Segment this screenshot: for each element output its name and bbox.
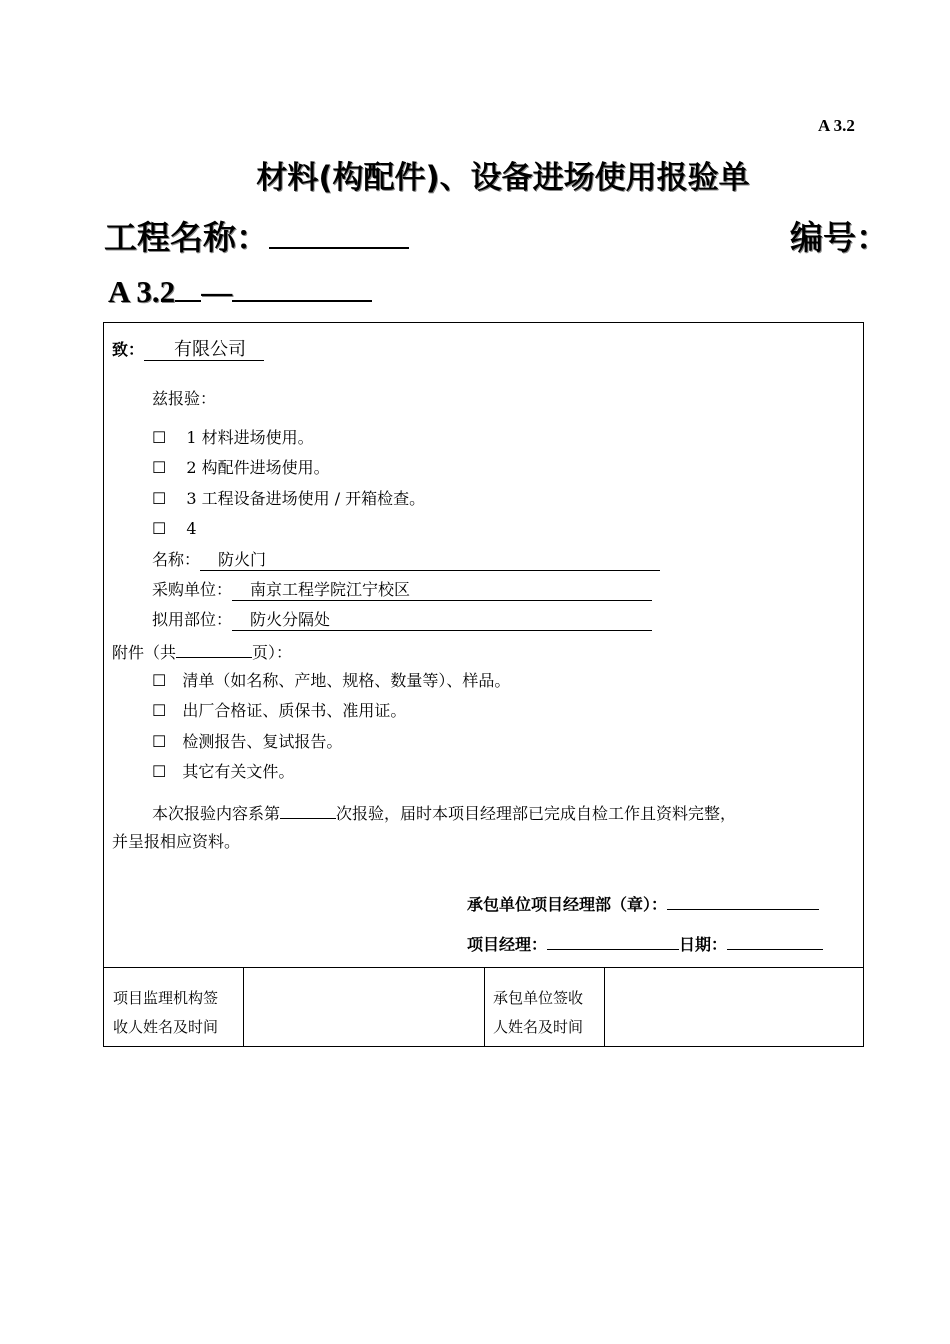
serial-prefix: A 3.2 [108,273,176,309]
project-name-row [104,212,409,259]
to-row [112,340,264,361]
date-label: 日期： [679,935,728,954]
dept-sign-row [467,893,819,915]
statement-part3: 并呈报相应资料。 [112,832,241,851]
attachments-label-suffix: 页）： [252,643,293,662]
attachment-row[interactable] [152,762,294,782]
purchaser-field[interactable]: 南京工程学院江宁校区 [232,580,652,601]
name-field[interactable]: 防火门 [200,550,660,571]
location-row [152,610,652,631]
option-row[interactable] [152,428,314,448]
option-row[interactable] [152,458,330,478]
supervisor-sign-cell[interactable] [244,968,483,1046]
manager-label: 项目经理： [467,935,548,954]
attachment-row[interactable] [152,701,406,721]
option-label: 1 材料进场使用。 [186,428,314,447]
checkbox-icon[interactable]: ☐ [152,458,167,477]
statement-line-1 [152,802,736,824]
option-label: 2 构配件进场使用。 [186,458,330,477]
checkbox-icon[interactable]: ☐ [152,489,167,508]
purchaser-row [152,580,652,601]
option-label: 3 工程设备进场使用 / 开箱检查。 [186,489,426,508]
form-code: A 3.2 [818,116,855,135]
contractor-label-line2: 人姓名及时间 [493,1018,584,1036]
serial-dash: — [201,273,233,309]
option-label: 4 [186,519,197,538]
attachment-row[interactable] [152,671,510,691]
report-intro: 兹报验： [152,389,217,408]
serial-blank-1[interactable] [175,272,201,302]
report-count-blank[interactable] [280,802,336,819]
attachment-row[interactable] [152,732,342,752]
location-field[interactable]: 防火分隔处 [232,610,652,631]
location-label: 拟用部位： [152,610,233,629]
supervisor-label [113,984,218,1042]
checkbox-icon[interactable]: ☐ [152,428,167,447]
checkbox-icon[interactable]: ☐ [152,762,167,781]
manager-blank[interactable] [547,933,679,950]
name-label: 名称： [152,550,201,569]
attachment-label: 清单（如名称、产地、规格、数量等）、样品。 [182,671,511,690]
to-value[interactable]: 有限公司 [144,340,264,361]
page-title: 材料(构配件)、设备进场使用报验单 [256,160,750,196]
dept-sign-label: 承包单位项目经理部（章）： [467,895,668,914]
number-label: 编号： [790,218,889,257]
name-row [152,550,660,571]
to-label: 致： [112,340,145,359]
project-name-label: 工程名称： [104,218,269,257]
attachment-label: 其它有关文件。 [182,762,295,781]
serial-blank-2[interactable] [232,272,372,302]
attachment-label: 出厂合格证、质保书、准用证。 [182,701,407,720]
statement-part2: 次报验，届时本项目经理部已完成自检工作且资料完整， [336,804,737,823]
footer-col-divider-2 [484,967,485,1047]
checkbox-icon[interactable]: ☐ [152,732,167,751]
checkbox-icon[interactable]: ☐ [152,671,167,690]
contractor-sign-cell[interactable] [605,968,863,1046]
dept-sign-blank[interactable] [667,893,819,910]
supervisor-label-line1: 项目监理机构签 [113,989,219,1007]
contractor-label-line1: 承包单位签收 [493,989,584,1007]
manager-sign-row [467,933,823,955]
option-row[interactable] [152,489,425,509]
attachments-row [112,641,292,663]
statement-part1: 本次报验内容系第 [152,804,281,823]
date-blank[interactable] [727,933,823,950]
attachments-pages-blank[interactable] [176,641,252,658]
project-name-blank[interactable] [269,217,409,249]
checkbox-icon[interactable]: ☐ [152,701,167,720]
contractor-label [493,984,583,1042]
checkbox-icon[interactable]: ☐ [152,519,167,538]
serial-row [108,272,372,310]
supervisor-label-line2: 收人姓名及时间 [113,1018,219,1036]
attachments-label-prefix: 附件（共 [112,643,177,662]
purchaser-label: 采购单位： [152,580,233,599]
option-row[interactable] [152,519,197,539]
attachment-label: 检测报告、复试报告。 [182,732,343,751]
